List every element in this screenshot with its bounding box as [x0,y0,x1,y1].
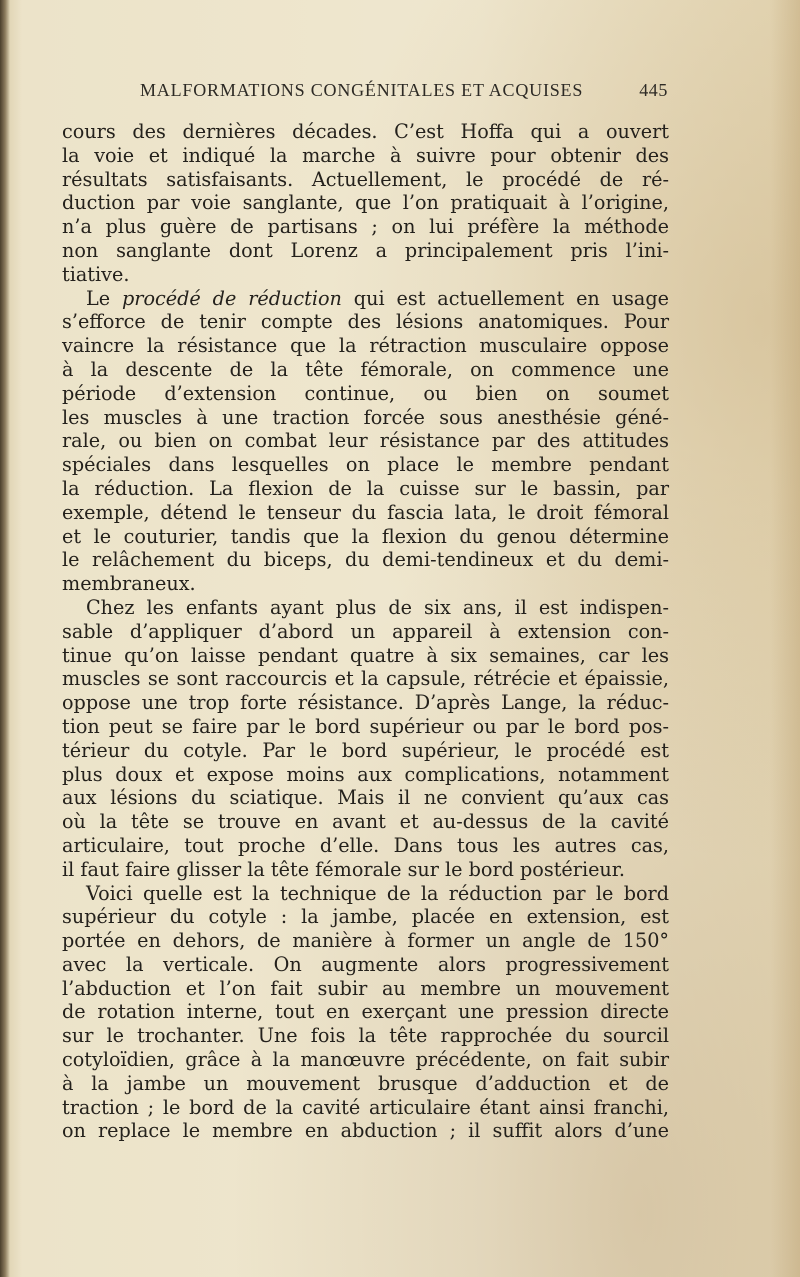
text-line: Chez les enfants ayant plus de six ans, il est indispen- [86,595,669,619]
paragraph [62,287,669,596]
text-line: à la descente de la tête fémorale, on commence une [62,357,669,381]
text-line: il faut faire glisser la tête fémorale sur le bord postérieur. [62,857,625,881]
text-line: l’abduction et l’on fait subir au membre un mouvement [62,976,669,1000]
text-line: articulaire, tout proche d’elle. Dans tous les autres cas, [62,833,669,857]
text-line: Voici quelle est la technique de la réduction par le bord [86,881,669,905]
text-line: résultats satisfaisants. Actuellement, le procédé de ré- [62,167,669,191]
text-line: térieur du cotyle. Par le bord supérieur, le procédé est [62,738,669,762]
text-line: plus doux et expose moins aux complications, notamment [62,762,669,786]
text-line: le relâchement du biceps, du demi-tendineux et du demi- [62,548,669,572]
text-line: avec la verticale. On augmente alors progressivement [62,952,669,976]
text-line: de rotation interne, tout en exerçant une pression directe [62,1000,669,1024]
text-line: supérieur du cotyle : la jambe, placée en extension, est [62,905,669,929]
italic-term: procédé de réduction [122,286,342,310]
running-head-title: MALFORMATIONS CONGÉNITALES ET ACQUISES [140,80,584,100]
text-line: spéciales dans lesquelles on place le membre pendant [62,453,669,477]
text-line: on replace le membre en abduction ; il suffit alors d’une [62,1119,669,1143]
binding-edge [0,0,10,1277]
paragraph [62,120,669,287]
text-line: oppose une trop forte résistance. D’après Lange, la réduc- [62,691,669,715]
text-line: tinue qu’on laisse pendant quatre à six semaines, car les [62,643,669,667]
text-line: aux lésions du sciatique. Mais il ne convient qu’aux cas [62,786,669,810]
text-line: et le couturier, tandis que la flexion du genou détermine [62,524,669,548]
text-line: à la jambe un mouvement brusque d’adduction et de [62,1071,669,1095]
text-line: s’efforce de tenir compte des lésions anatomiques. Pour [62,310,669,334]
text-run: qui est actuellement en usage [341,286,669,310]
text-line: portée en dehors, de manière à former un angle de 150° [62,929,669,953]
text-line: non sanglante dont Lorenz a principalement pris l’ini- [62,238,669,262]
text-line: vaincre la résistance que la rétraction musculaire oppose [62,334,669,358]
text-line [62,287,669,311]
text-line: muscles se sont raccourcis et la capsule, rétrécie et épaissie, [62,667,669,691]
page-number: 445 [639,80,668,100]
text-line: rale, ou bien on combat leur résistance par des attitudes [62,429,669,453]
paragraph [62,596,669,882]
text-line: où la tête se trouve en avant et au-dessus de la cavité [62,810,669,834]
text-line: cours des dernières décades. C’est Hoffa qui a ouvert [62,120,669,143]
text-line: la voie et indiqué la marche à suivre pour obtenir des [62,143,669,167]
page-edge-shadow [770,0,800,1277]
paragraph [62,882,669,1144]
text-line: traction ; le bord de la cavité articulaire étant ainsi franchi, [62,1095,669,1119]
text-line: période d’extension continue, ou bien on soumet [62,381,669,405]
running-head [140,80,668,106]
text-run: Le [86,286,123,310]
text-line: cotyloïdien, grâce à la manœuvre précédente, on fait subir [62,1048,669,1072]
text-line: tiative. [62,262,130,286]
text-line: sable d’appliquer d’abord un appareil à extension con- [62,619,669,643]
text-line: la réduction. La flexion de la cuisse sur le bassin, par [62,476,669,500]
text-line: les muscles à une traction forcée sous anesthésie géné- [62,405,669,429]
text-line: exemple, détend le tenseur du fascia lata, le droit fémoral [62,500,669,524]
text-line: sur le trochanter. Une fois la tête rapprochée du sourcil [62,1024,669,1048]
text-line: n’a plus guère de partisans ; on lui préfère la méthode [62,215,669,239]
text-line: duction par voie sanglante, que l’on pratiquait à l’origine, [62,191,669,215]
text-line: membraneux. [62,572,196,596]
text-line: tion peut se faire par le bord supérieur ou par le bord pos- [62,714,669,738]
body-text [62,120,669,1143]
